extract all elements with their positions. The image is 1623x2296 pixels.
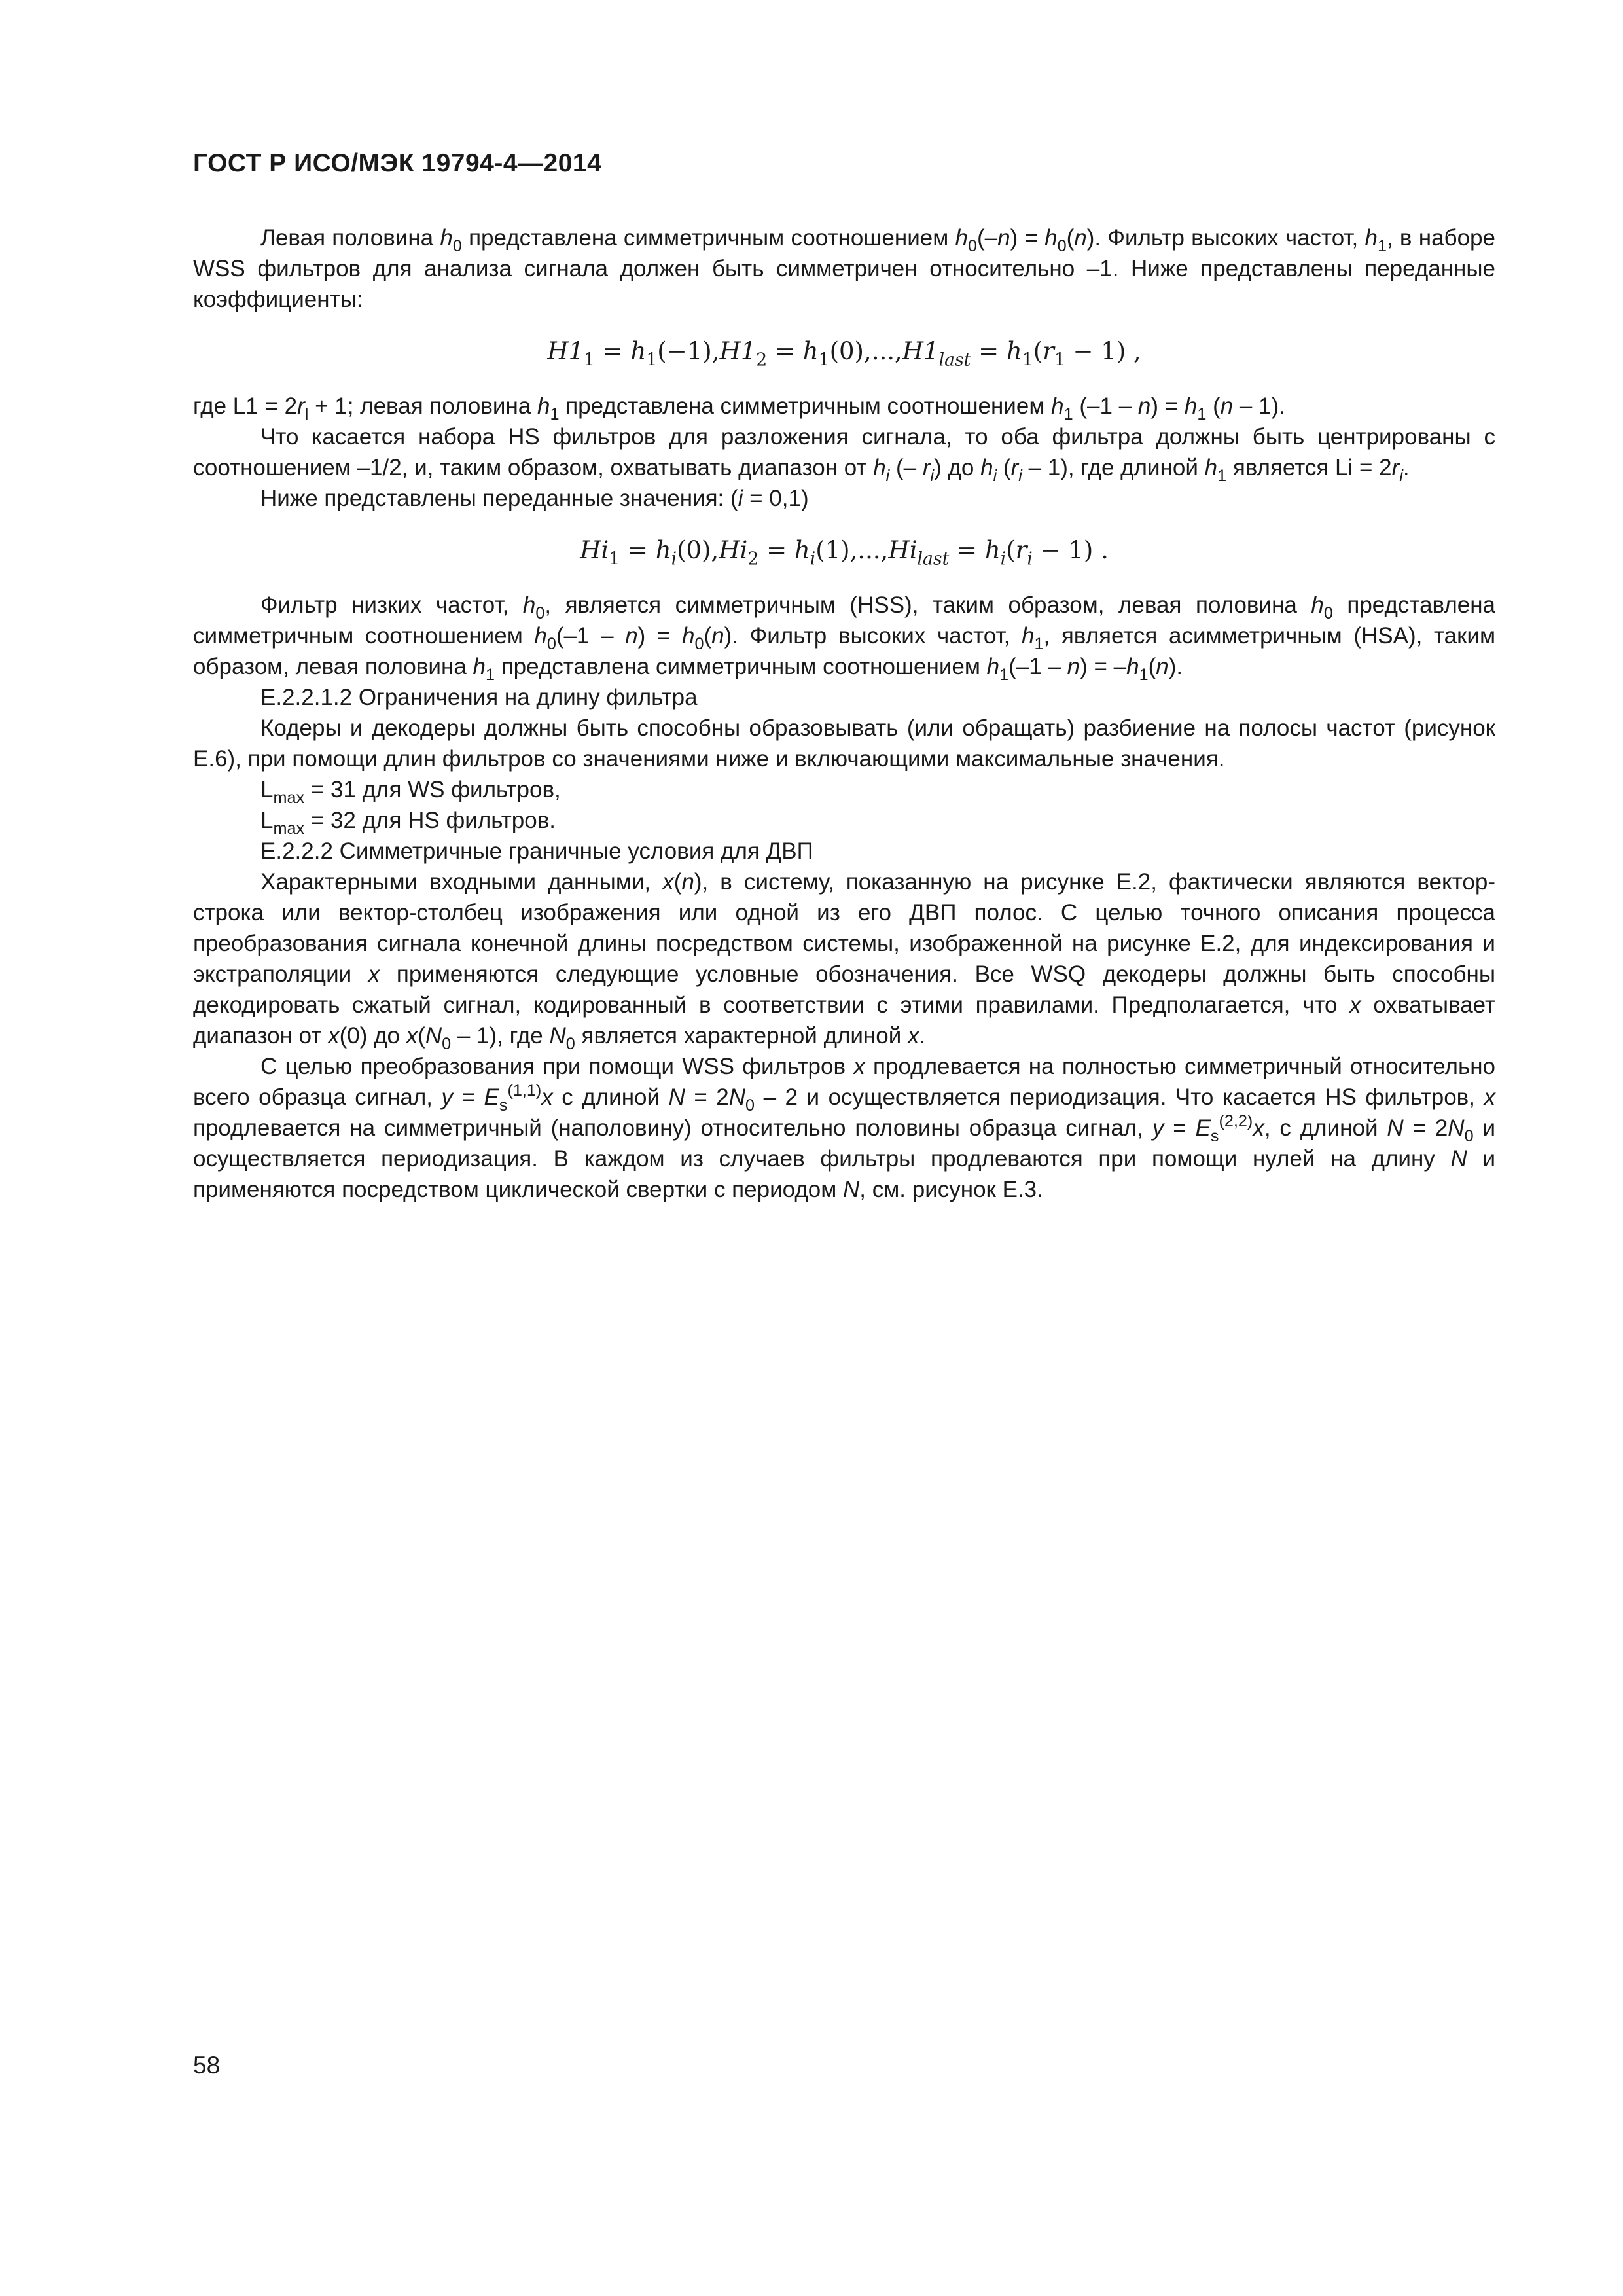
formula-hs-coefficients: $Hi_1 = h_i(0),Hi_2 = h_i(1),...,Hi_{last} = h_i(r_i - 1)$ . <box>580 536 1109 569</box>
formula-wss-coefficients: $H1_1 = h_1(-1),H1_2 = h_1(0),...,H1_{last} = h_1(r_1 - 1)$ , <box>547 337 1141 370</box>
paragraph-lmax-ws: $L_{max} = 31$ для WS фильтров, <box>260 777 561 807</box>
paragraph-1: Левая половина $h_0$ представлена симметричным соотношением $h_0(-n) = h_0(n)$. Фильтр высоких частот, $h_1$, в наборе WSS фильтров для анализа сигнала должен быть симметричен относительно –1. Ниже представлены переданные коэффициенты: <box>193 225 1495 312</box>
page-number: 58 <box>193 2052 221 2079</box>
paragraph-4: Ниже представлены переданные значения: (i = 0,1) <box>260 486 809 511</box>
paragraph-3: Что касается набора HS фильтров для разложения сигнала, то оба фильтра должны быть центрированы с соотношением –1/2, и, таким образом, охватывать диапазон от $h_i$ (– $r_i$) до $h_i$ $(r_i - 1)$, где длиной $h_1$ является $Li = 2r_i$. <box>193 424 1495 485</box>
paragraph-12: С целью преобразования при помощи WSS фильтров x продлевается на полностью симметричный относительно всего образца сигнал, $y = E_s^{(1,1)}x$ с длиной $N = 2N_0 - 2$ и осуществляется периодизация. Что касается HS фильтров, x продлевается на симметричный (наполовину) относительно половины образца сигнал, $y = E_s^{(2,2)}x$, с длиной $N = 2N_0$ и осуществляется периодизация. В каждом из случаев фильтры продлеваются при помощи нулей на длину N и применяются посредством циклической свертки с периодом N, см. рисунок Е.3. <box>193 1054 1496 1202</box>
paragraph-lmax-hs: $L_{max} = 32$ для HS фильтров. <box>260 808 556 838</box>
paragraph-2: где $L1 = 2r_l + 1$; левая половина $h_1$ представлена симметричным соотношением $h_1$ $(-1 - n) = h_1$ (n – 1). <box>193 393 1285 423</box>
section-heading-e2212: Е.2.2.1.2 Ограничения на длину фильтра <box>260 685 698 710</box>
paragraph-5: Фильтр низких частот, $h_0$, является симметричным (HSS), таким образом, левая половина $h_0$ представлена симметричным соотношением $h_0(-1 - n) = h_0(n)$. Фильтр высоких частот, $h_1$, является асимметричным (HSA), таким образом, левая половина $h_1$ представлена симметричным соотношением $h_1(-1 - n) = -h_1(n)$. <box>193 592 1496 684</box>
paragraph-7: Кодеры и декодеры должны быть способны образовывать (или обращать) разбиение на полосы частот (рисунок Е.6), при помощи длин фильтров со значениями ниже и включающими максимальные значения. <box>193 715 1495 772</box>
document-body <box>193 223 1495 1205</box>
document-header: ГОСТ Р ИСО/МЭК 19794-4—2014 <box>193 149 602 177</box>
paragraph-11: Характерными входными данными, x(n), в систему, показанную на рисунке Е.2, фактически являются вектор-строка или вектор-столбец изображения или одной из его ДВП полос. С целью точного описания процесса преобразования сигнала конечной длины посредством системы, изображенной на рисунке Е.2, для индексирования и экстраполяции x применяются следующие условные обозначения. Все WSQ декодеры должны быть способны декодировать сжатый сигнал, кодированный в соответствии с этими правилами. Предполагается, что x охватывает диапазон от x(0) до $x(N_0 - 1)$, где $N_0$ является характерной длиной x. <box>193 869 1495 1053</box>
section-heading-e222: Е.2.2.2 Симметричные граничные условия для ДВП <box>260 838 813 864</box>
